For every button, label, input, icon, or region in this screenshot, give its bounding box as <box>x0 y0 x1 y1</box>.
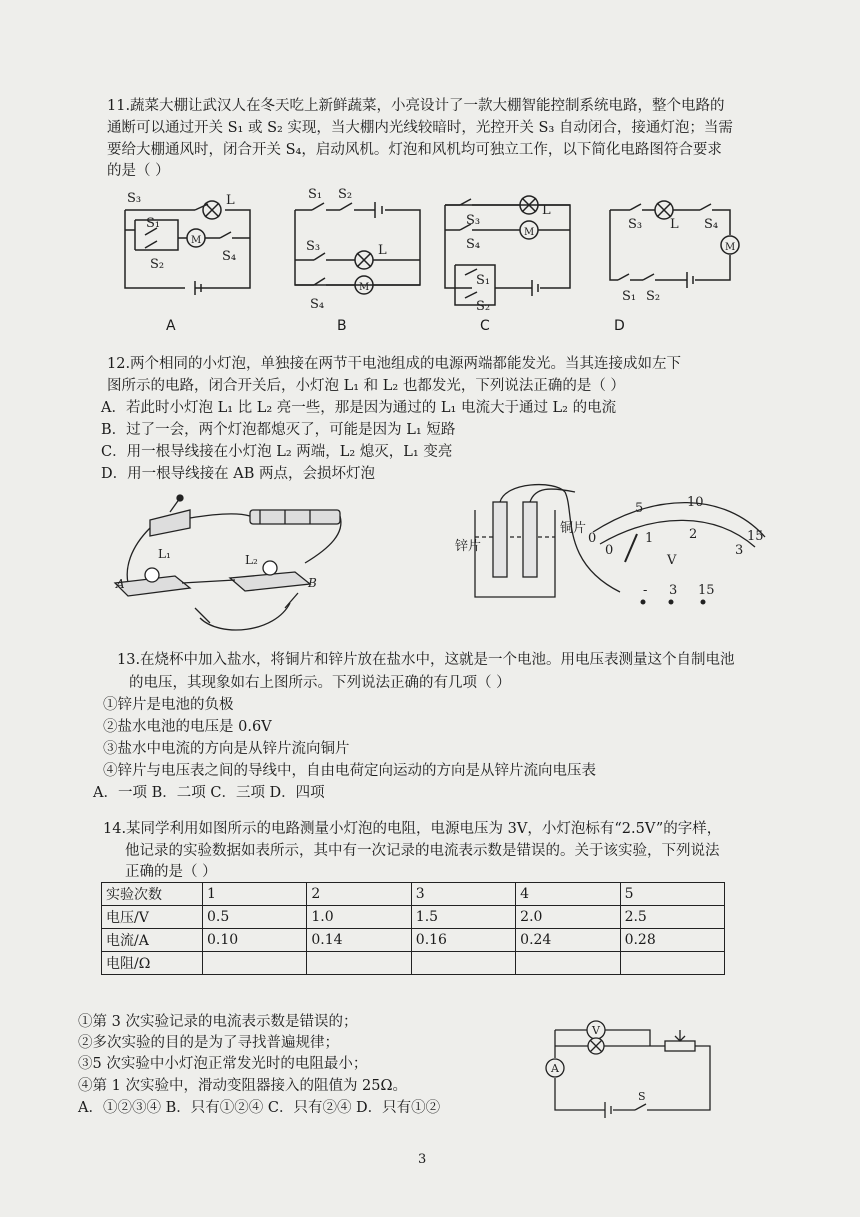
svg-text:15: 15 <box>747 529 764 544</box>
q14-circuit-figure <box>535 1018 735 1118</box>
q14-line3: 正确的是（ ） <box>125 864 217 880</box>
svg-text:S₄: S₄ <box>222 249 237 264</box>
svg-text:S₂: S₂ <box>646 289 661 304</box>
q12-circuit-figure <box>110 488 360 643</box>
q12-option-a[interactable]: A．若此时小灯泡 L₁ 比 L₂ 亮一些，那是因为通过的 L₁ 电流大于通过 L₂ 的电流 <box>101 400 617 416</box>
q13-options[interactable]: A．一项 B．二项 C．三项 D．四项 <box>93 785 325 801</box>
q14-item-4: ④第 1 次实验中，滑动变阻器接入的阻值为 25Ω。 <box>78 1078 408 1094</box>
svg-text:L₂: L₂ <box>245 553 258 567</box>
q13-item-2: ②盐水电池的电压是 0.6V <box>103 719 272 735</box>
q11-line3: 要给大棚通风时，闭合开关 S₄，启动风机。灯泡和风机均可独立工作，以下简化电路图符合要求 <box>107 142 722 158</box>
svg-text:A: A <box>116 577 125 591</box>
svg-text:S₂: S₂ <box>338 187 353 202</box>
table-row: 电阻/Ω <box>102 952 725 975</box>
svg-text:L: L <box>542 203 551 218</box>
voltmeter-label: V <box>592 1024 600 1037</box>
svg-text:S₄: S₄ <box>310 297 325 312</box>
q12-line2: 图所示的电路，闭合开关后，小灯泡 L₁ 和 L₂ 也都发光，下列说法正确的是（ ） <box>107 378 625 394</box>
q14-options[interactable]: A．①②③④ B．只有①②④ C．只有②④ D．只有①② <box>78 1100 441 1116</box>
q12-option-d[interactable]: D．用一根导线接在 AB 两点，会损坏灯泡 <box>101 466 375 482</box>
switch-label: S <box>638 1090 646 1103</box>
svg-text:3: 3 <box>735 543 744 558</box>
q12-option-b[interactable]: B．过了一会，两个灯泡都熄灭了，可能是因为 L₁ 短路 <box>101 422 456 438</box>
svg-text:10: 10 <box>687 495 704 510</box>
svg-text:L₁: L₁ <box>158 547 171 561</box>
q12-option-c[interactable]: C．用一根导线接在小灯泡 L₂ 两端，L₂ 熄灭，L₁ 变亮 <box>101 444 453 460</box>
table-row: 电压/V 0.5 1.0 1.5 2.0 2.5 <box>102 906 725 929</box>
svg-text:3: 3 <box>669 583 678 598</box>
svg-text:V: V <box>667 553 677 568</box>
svg-text:M: M <box>191 235 202 246</box>
q11-line1: 11.蔬菜大棚让武汉人在冬天吃上新鲜蔬菜，小亮设计了一款大棚智能控制系统电路，整个电路的 <box>107 98 725 114</box>
svg-text:S₃: S₃ <box>306 239 321 254</box>
q12-line1: 12.两个相同的小灯泡，单独接在两节干电池组成的电源两端都能发光。当其连接成如左下 <box>107 356 682 372</box>
svg-text:M: M <box>524 227 535 238</box>
q13-item-3: ③盐水中电流的方向是从锌片流向铜片 <box>103 741 350 757</box>
q11-line4: 的是（ ） <box>107 163 170 179</box>
circuit-option-d <box>610 201 739 288</box>
svg-text:2: 2 <box>689 527 698 542</box>
q14-line2: 他记录的实验数据如表所示，其中有一次记录的电流表示数是错误的。关于该实验，下列说法 <box>125 843 720 859</box>
svg-text:0: 0 <box>588 531 597 546</box>
table-row: 电流/A 0.10 0.14 0.16 0.24 0.28 <box>102 929 725 952</box>
page-number: 3 <box>418 1152 427 1167</box>
svg-text:S₁: S₁ <box>622 289 637 304</box>
q13-battery-voltmeter-figure <box>455 482 775 617</box>
svg-text:S₄: S₄ <box>466 237 481 252</box>
svg-text:L: L <box>670 217 679 232</box>
q11-option-d-label[interactable]: D <box>614 318 625 334</box>
svg-text:S₂: S₂ <box>150 257 165 272</box>
ammeter-label: A <box>551 1062 559 1075</box>
circuit-option-c <box>445 196 570 305</box>
q14-data-table <box>101 882 725 975</box>
svg-text:-: - <box>643 583 648 598</box>
svg-text:0: 0 <box>605 543 614 558</box>
q13-item-4: ④锌片与电压表之间的导线中，自由电荷定向运动的方向是从锌片流向电压表 <box>103 763 596 779</box>
q13-line1: 13.在烧杯中加入盐水，将铜片和锌片放在盐水中，这就是一个电池。用电压表测量这个自制电池 <box>117 652 735 668</box>
svg-text:S₁: S₁ <box>308 187 323 202</box>
svg-text:1: 1 <box>645 531 654 546</box>
svg-text:M: M <box>359 282 370 293</box>
svg-text:B: B <box>308 576 317 590</box>
q11-line2: 通断可以通过开关 S₁ 或 S₂ 实现，当大棚内光线较暗时，光控开关 S₃ 自动闭合，接通灯泡；当需 <box>107 120 733 136</box>
q14-item-2: ②多次实验的目的是为了寻找普遍规律； <box>78 1035 339 1051</box>
table-row: 实验次数 1 2 3 4 5 <box>102 883 725 906</box>
svg-text:S₄: S₄ <box>704 217 719 232</box>
svg-text:S₂: S₂ <box>476 299 491 314</box>
q14-line1: 14.某同学利用如图所示的电路测量小灯泡的电阻，电源电压为 3V，小灯泡标有“2.5V”的字样， <box>103 821 722 837</box>
q13-line2: 的电压，其现象如右上图所示。下列说法正确的有几项（ ） <box>129 675 511 691</box>
svg-text:5: 5 <box>635 501 644 516</box>
svg-text:L: L <box>378 243 387 258</box>
a-s3-label: S₃ <box>127 191 142 206</box>
a-lamp-label: L <box>226 193 235 208</box>
zinc-label: 锌片 <box>455 539 482 554</box>
svg-text:S₁: S₁ <box>476 273 491 288</box>
svg-text:15: 15 <box>698 583 715 598</box>
q11-option-b-label[interactable]: B <box>337 318 347 334</box>
circuit-option-a <box>125 201 250 295</box>
q11-circuits-figure <box>100 180 750 340</box>
svg-text:S₃: S₃ <box>466 213 481 228</box>
q11-option-c-label[interactable]: C <box>480 318 490 334</box>
svg-text:S₁: S₁ <box>146 216 161 231</box>
q13-item-1: ①锌片是电池的负极 <box>103 697 234 713</box>
svg-text:M: M <box>725 242 736 253</box>
q14-item-3: ③5 次实验中小灯泡正常发光时的电阻最小； <box>78 1056 368 1072</box>
copper-label: 铜片 <box>560 521 587 536</box>
q11-option-a-label[interactable]: A <box>166 318 176 334</box>
q14-item-1: ①第 3 次实验记录的电流表示数是错误的； <box>78 1014 358 1030</box>
svg-text:S₃: S₃ <box>628 217 643 232</box>
